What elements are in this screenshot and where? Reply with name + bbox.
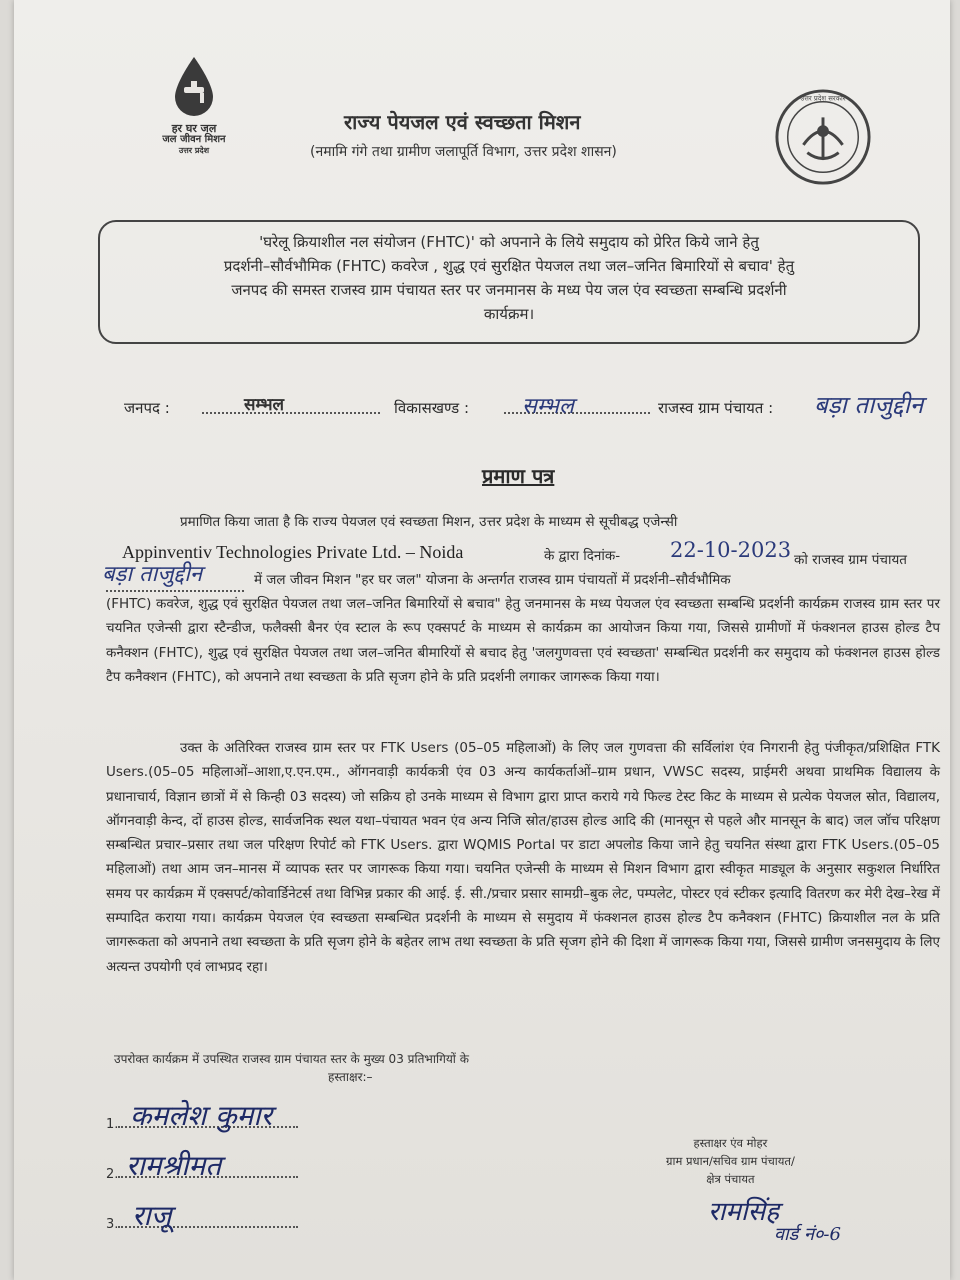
water-drop-tap-icon [169,55,219,119]
header-subtitle: (नमामि गंगे तथा ग्रामीण जलापूर्ति विभाग, उत्तर प्रदेश शासन) [310,144,617,160]
header-title: राज्य पेयजल एवं स्वच्छता मिशन [344,110,581,134]
box-line-4: कार्यक्रम। [483,305,535,323]
participant-signature-2: रामश्रीमत [126,1149,222,1182]
location-fields [124,390,960,430]
para-2-body: उक्त के अतिरिक्त राजस्व ग्राम स्तर पर FTK Users (05–05 महिलाओं) के लिए जल गुणवत्ता की सर्विलांश एंव निगरानी हेतु पंजीकृत/प्रशिक्षित FTK Users.(05–05 महिलाओं–आशा,ए.एन.एम., ऑगनवाड़ी कार्यकत्री एंव 03 अन्य कार्यकर्ताओं–ग्राम प्रधान, VWSC सदस्य, प्राईमरी अथवा प्राथमिक विद्यालय के प्रधानाचार्य, विज्ञान छात्रों में से किन्ही 03 सदस्य) जो सक्रिय हो उनके माध्यम से विभाग द्वारा प्राप्त कराये गये फिल्ड टेस्ट किट के माध्यम से प्रत्येक पेयजल स्रोत, विद्यालय, ऑगनवाड़ी केन्द, दों हाउस होल्ड, सार्वजनिक स्थल यथा–पंचायत भवन एंव अन्य निजि स्रोत/हाउस होल्ड आदि की (मानसून से पहले और मानसून के बाद) जल जॉच परिक्षण सम्बन्धित प्रचार–प्रसार तथा जल परिक्षण रिपोर्ट को FTK Users. द्वारा WQMIS Portal पर डाटा अपलोड किया जाने हेतु चयनित संस्था द्वारा FTK Users.(05–05 महिलाओं) तथा आम जन–मानस में व्यापक स्तर पर जागरूक किया गया। चयनित एजेन्सी के माध्यम से मिशन विभाग द्वारा स्वीकृत माड्यूल के अनुसार सकुशल निर्धारित समय पर कार्यक्रम में एक्सपर्ट/कोवार्डिनेटर्स तथा विभिन्न प्रकार की आई. ई. सी./प्रचार प्रसार सामग्री–बुक लेट, पम्पलेट, पोस्टर एवं स्टीकर इत्यादि वितरण कर मेरी देख–रेख में सम्पादित कराया गया। कार्यक्रम पेयजल एंव स्वच्छता सम्बन्धित प्रदर्शनी के माध्यम से समुदाय में फंक्शनल हाउस होल्ड टैप कनैक्शन (FHTC) क्रियाशील नल के प्रति जागरूकता को अपनाने तथा स्वच्छता के प्रति सृजग होने के बहेतर लाभ तथा स्वच्छता के प्रति सृजग होने की दिशा में जागरूक किया गया, जिससे ग्रामीण जनसमुदाय के लिए अत्यन्त उपयोगी एवं लाभप्रद रहा। [106,740,940,975]
authority-line-2: ग्राम प्रधान/सचिव ग्राम पंचायत/ [666,1154,795,1168]
district-label: जनपद : [124,399,170,417]
participant-signature-3: राजू [132,1199,172,1232]
har-ghar-jal-logo [134,55,254,156]
participant-number: 3. [106,1217,119,1232]
authority-line-3: क्षेत्र पंचायत [706,1172,755,1186]
certificate-page [14,0,950,1280]
box-line-2: प्रदर्शनी–सौर्वभौमिक (FHTC) कवरेज , शुद्ध एवं सुरक्षित पेयजल तथा जल–जनित बिमारियों से बचाव' हेतु [223,257,795,275]
certificate-title: प्रमाण पत्र [482,464,555,488]
block-label: विकासखण्ड : [394,399,470,417]
authority-line-1: हस्ताक्षर एंव मोहर [693,1136,768,1150]
logo-line-3: उत्तर प्रदेश [178,146,210,155]
program-title-box [98,220,920,344]
para-1-body: (FHTC) कवरेज, शुद्ध एवं सुरक्षित पेयजल तथा जल–जनित बिमारियों से बचाव" हेतु जनमानस के मध्य पेयजल एंव स्वच्छता सम्बन्धि प्रदर्शनी कार्यक्रम राजस्व ग्राम स्तर पर चयनित एजेन्सी द्वारा स्टैन्डीज, फलैक्सी बैनर एंव स्टाल के रूप एक्सपर्ट के माध्यम से कार्यक्रम का आयोजन किया गया, जिससे ग्रामीणों में फंक्शनल हाउस होल्ड टैप कनैक्शन (FHTC), शुद्ध एवं सुरक्षित पेयजल तथा जल–जनित बीमारियों से बचाद हेतु 'जलगुणवत्ता एवं स्वच्छता' सम्बन्धित प्रदर्शनी कर समुदाय को फंक्शनल हाउस होल्ड टैप कनैक्शन (FHTC), को अपनाने तथा स्वच्छता के प्रति सृजग होने के प्रति प्रदर्शनी लगाकर जागरूक किया गया। [106,596,940,685]
signature-intro-line-1: उपरोक्त कार्यक्रम में उपस्थित राजस्व ग्राम पंचायत स्तर के मुख्य 03 प्रतिभागियों के [114,1052,469,1066]
logo-line-1: हर घर जल [171,122,217,135]
panchayat-label: राजस्व ग्राम पंचायत : [658,399,774,417]
box-line-1: 'घरेलू क्रियाशील नल संयोजन (FHTC)' को अपनाने के लिये समुदाय को प्रेरित किये जाने हेतु [259,233,759,251]
participant-number: 1. [106,1117,119,1132]
signature-intro-line-2: हस्ताक्षर:– [328,1070,373,1084]
logo-line-2: जल जीवन मिशन [162,134,226,145]
date-suffix: को राजस्व ग्राम पंचायत [794,552,907,568]
block-value: सम्भल [522,394,574,419]
para-1-line-3: में जल जीवन मिशन "हर घर जल" योजना के अन्तर्गत राजस्व ग्राम पंचायतों में प्रदर्शनी–सौर्वभौमिक [254,572,731,588]
district-dotline [202,404,380,414]
authority-ward-note: वार्ड नं०-6 [774,1224,841,1245]
box-line-3: जनपद की समस्त राजस्व ग्राम पंचायत स्तर पर जनमानस के मध्य पेय जल एंव स्वच्छता सम्बन्धि प्रदर्शनी [231,281,787,299]
participant-signature-1: कमलेश कुमार [130,1099,273,1132]
village-value: बड़ा ताजुद्दीन [102,562,203,587]
date-prefix: के द्वारा दिनांक- [544,548,621,564]
district-value: सम्भल [244,395,285,415]
authority-block [666,1134,795,1188]
authority-signature: रामसिंह [708,1197,780,1227]
panchayat-value: बड़ा ताजुद्दीन [814,391,924,419]
para-1-line-1: प्रमाणित किया जाता है कि राज्य पेयजल एवं स्वच्छता मिशन, उत्तर प्रदेश के माध्यम से सूचीबद्ध एजेन्सी [180,514,678,530]
agency-name: Appinventiv Technologies Private Ltd. – Noida [122,542,464,562]
participant-number: 2. [106,1167,119,1182]
up-government-seal-icon [774,88,872,186]
program-date: 22-10-2023 [670,538,792,562]
signature-intro [114,1050,469,1086]
seal-text: उत्तर प्रदेश सरकार [800,94,846,103]
